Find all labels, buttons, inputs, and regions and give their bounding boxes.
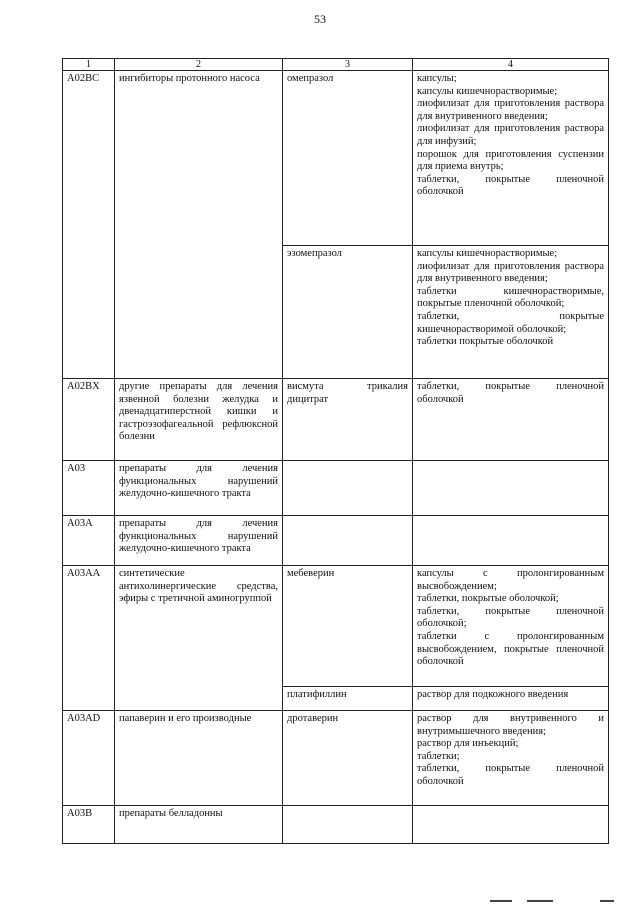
atc-code-cell: A02BX (63, 379, 115, 461)
dosage-form: капсулы кишечнорастворимые; (417, 85, 558, 97)
dosage-form: таблетки с пролонгированным высвобождением, покрытые пленочной оболочкой (417, 630, 604, 668)
table-header-row (63, 59, 609, 71)
dosage-form: таблетки кишечнорастворимые, покрытые пленочной оболочкой; (417, 285, 604, 310)
dosage-form: раствор для инъекций; (417, 738, 519, 750)
group-name-cell: препараты для лечения функциональных нарушений желудочно-кишечного тракта (115, 516, 283, 566)
column-header-1: 1 (63, 59, 115, 71)
dosage-form: таблетки, покрытые оболочкой; (417, 593, 559, 605)
group-name-cell: препараты белладонны (115, 806, 283, 844)
group-name-cell: папаверин и его производные (115, 711, 283, 806)
column-header-4: 4 (413, 59, 609, 71)
table-row (63, 566, 609, 687)
group-name-cell: синтетические антихолинергические средства, эфиры с третичной аминогруппой (115, 566, 283, 711)
dosage-form: порошок для приготовления суспензии для приема внутрь; (417, 148, 604, 173)
dosage-forms-cell (413, 379, 609, 461)
dosage-form: капсулы с пролонгированным высвобождением; (417, 568, 604, 592)
scan-artifact (490, 900, 512, 902)
dosage-forms-cell (413, 566, 609, 687)
dosage-form: таблетки, покрытые пленочной оболочкой (417, 173, 604, 198)
dosage-form: капсулы; (417, 73, 457, 84)
dosage-form: таблетки, покрытые пленочной оболочкой (417, 763, 604, 787)
page-number: 53 (314, 12, 326, 26)
dosage-form: таблетки, покрытые пленочной оболочкой; (417, 605, 604, 630)
dosage-forms-cell (413, 246, 609, 379)
inn-cell: эзомепразол (283, 246, 413, 379)
inn-cell: дротаверин (283, 711, 413, 806)
column-header-2: 2 (115, 59, 283, 71)
dosage-form: таблетки; (417, 750, 460, 762)
table-row (63, 711, 609, 806)
dosage-form: капсулы кишечнорастворимые; (417, 248, 558, 259)
dosage-forms-cell (413, 516, 609, 566)
atc-code-cell: A02BC (63, 71, 115, 379)
atc-code-cell: A03A (63, 516, 115, 566)
dosage-form: раствор для внутривенного и внутримышечного введения; (417, 713, 604, 737)
dosage-forms-cell (413, 806, 609, 844)
dosage-form: таблетки покрытые оболочкой (417, 336, 554, 348)
scan-artifact (527, 900, 553, 902)
dosage-forms-cell (413, 461, 609, 516)
inn-cell: мебеверин (283, 566, 413, 687)
dosage-form: таблетки, покрытые кишечнорастворимой оболочкой; (417, 310, 604, 335)
dosage-forms-cell (413, 71, 609, 246)
inn-cell: омепразол (283, 71, 413, 246)
dosage-form: раствор для подкожного введения (417, 689, 569, 700)
group-name-cell: ингибиторы протонного насоса (115, 71, 283, 379)
group-name-cell: препараты для лечения функциональных нарушений желудочно-кишечного тракта (115, 461, 283, 516)
atc-code-cell: A03 (63, 461, 115, 516)
inn-cell: платифиллин (283, 687, 413, 711)
dosage-form: лиофилизат для приготовления раствора для внутривенного введения; (417, 98, 604, 122)
dosage-forms-cell (413, 711, 609, 806)
group-name-cell: другие препараты для лечения язвенной болезни желудка и двенадцатиперстной кишки и гастроэзофагеальной рефлюксной болезни (115, 379, 283, 461)
table-row (63, 516, 609, 566)
table-row (63, 806, 609, 844)
atc-code-cell: A03AD (63, 711, 115, 806)
table-row (63, 379, 609, 461)
inn-cell (283, 806, 413, 844)
table-row (63, 461, 609, 516)
atc-code-cell: A03B (63, 806, 115, 844)
drug-list-table (62, 58, 609, 844)
dosage-form: таблетки, покрытые пленочной оболочкой (417, 381, 604, 405)
atc-code-cell: A03AA (63, 566, 115, 711)
inn-cell (283, 461, 413, 516)
inn-cell (283, 516, 413, 566)
inn-cell: висмута трикалия дицитрат (283, 379, 413, 461)
dosage-forms-cell (413, 687, 609, 711)
scan-artifact (600, 900, 614, 902)
dosage-form: лиофилизат для приготовления раствора для внутривенного введения; (417, 260, 604, 285)
column-header-3: 3 (283, 59, 413, 71)
dosage-form: лиофилизат для приготовления раствора для инфузий; (417, 123, 604, 147)
table-row (63, 71, 609, 246)
